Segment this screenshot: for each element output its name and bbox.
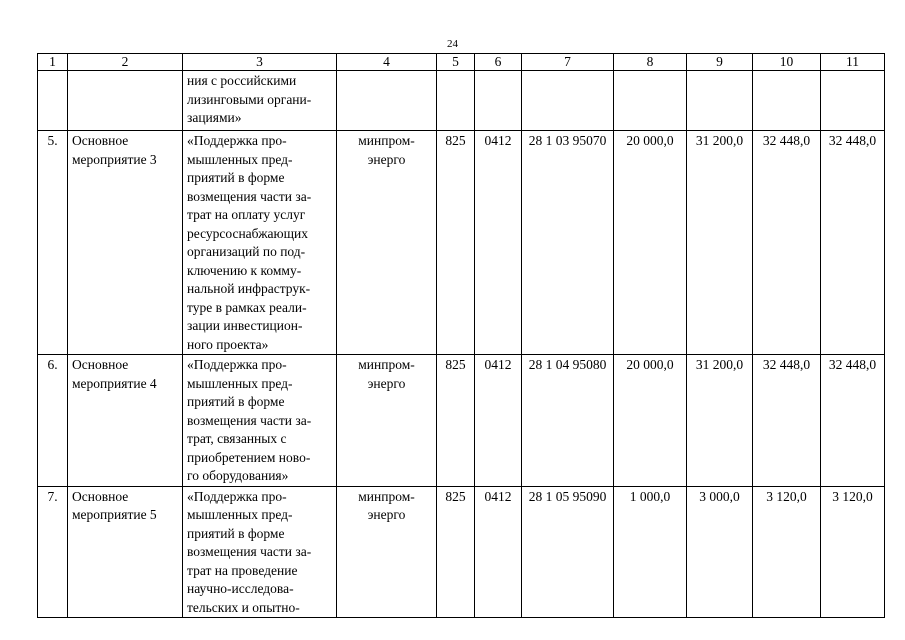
section-code: 0412 bbox=[475, 486, 522, 618]
row-number: 5. bbox=[38, 131, 68, 355]
amount-col-9: 3 000,0 bbox=[687, 486, 753, 618]
column-header-1: 1 bbox=[38, 54, 68, 71]
activity-name: Основное мероприятие 4 bbox=[68, 355, 183, 487]
amount-col-11: 32 448,0 bbox=[821, 131, 885, 355]
amount-col-8: 20 000,0 bbox=[614, 355, 687, 487]
column-header-5: 5 bbox=[437, 54, 475, 71]
column-header-10: 10 bbox=[753, 54, 821, 71]
activity-description: «Поддержка про- мышленных пред- приятий в форме возмещения части за- трат на проведение научно-исследова- тельских и опытно- bbox=[183, 486, 337, 618]
amount-col-9 bbox=[687, 71, 753, 131]
column-header-2: 2 bbox=[68, 54, 183, 71]
table-row bbox=[38, 486, 885, 618]
amount-col-9: 31 200,0 bbox=[687, 131, 753, 355]
target-article-code: 28 1 05 95090 bbox=[522, 486, 614, 618]
section-code: 0412 bbox=[475, 131, 522, 355]
amount-col-11: 32 448,0 bbox=[821, 355, 885, 487]
table-row bbox=[38, 355, 885, 487]
amount-col-10: 32 448,0 bbox=[753, 355, 821, 487]
activity-description: «Поддержка про- мышленных пред- приятий в форме возмещения части за- трат на оплату услуг ресурсоснабжающих организаций по под- ключению к комму- нальной инфраструк- туре в рамках реали- зации инвестицион- ного проекта» bbox=[183, 131, 337, 355]
page-number: 24 bbox=[447, 38, 458, 50]
amount-col-8: 20 000,0 bbox=[614, 131, 687, 355]
column-header-8: 8 bbox=[614, 54, 687, 71]
target-article-code: 28 1 04 95080 bbox=[522, 355, 614, 487]
activity-description: ния с российскими лизинговыми органи- зациями» bbox=[183, 71, 337, 131]
target-article-code bbox=[522, 71, 614, 131]
grbs-code: 825 bbox=[437, 131, 475, 355]
column-header-7: 7 bbox=[522, 54, 614, 71]
column-header-3: 3 bbox=[183, 54, 337, 71]
grbs-code: 825 bbox=[437, 486, 475, 618]
executor: минпром- энерго bbox=[337, 131, 437, 355]
row-number: 7. bbox=[38, 486, 68, 618]
executor: минпром- энерго bbox=[337, 486, 437, 618]
amount-col-10: 32 448,0 bbox=[753, 131, 821, 355]
amount-col-10 bbox=[753, 71, 821, 131]
activity-name bbox=[68, 71, 183, 131]
section-code: 0412 bbox=[475, 355, 522, 487]
section-code bbox=[475, 71, 522, 131]
activity-name: Основное мероприятие 3 bbox=[68, 131, 183, 355]
amount-col-11 bbox=[821, 71, 885, 131]
amount-col-8: 1 000,0 bbox=[614, 486, 687, 618]
activity-description: «Поддержка про- мышленных пред- приятий в форме возмещения части за- трат, связанных с приобретением ново- го оборудования» bbox=[183, 355, 337, 487]
activity-name: Основное мероприятие 5 bbox=[68, 486, 183, 618]
row-number: 6. bbox=[38, 355, 68, 487]
executor: минпром- энерго bbox=[337, 355, 437, 487]
amount-col-10: 3 120,0 bbox=[753, 486, 821, 618]
executor bbox=[337, 71, 437, 131]
grbs-code: 825 bbox=[437, 355, 475, 487]
column-header-9: 9 bbox=[687, 54, 753, 71]
amount-col-9: 31 200,0 bbox=[687, 355, 753, 487]
amount-col-8 bbox=[614, 71, 687, 131]
column-header-4: 4 bbox=[337, 54, 437, 71]
column-header-11: 11 bbox=[821, 54, 885, 71]
column-header-6: 6 bbox=[475, 54, 522, 71]
grbs-code bbox=[437, 71, 475, 131]
table-row bbox=[38, 131, 885, 355]
amount-col-11: 3 120,0 bbox=[821, 486, 885, 618]
column-number-row bbox=[38, 54, 885, 71]
table-row bbox=[38, 71, 885, 131]
program-activities-table bbox=[37, 53, 885, 618]
row-number bbox=[38, 71, 68, 131]
target-article-code: 28 1 03 95070 bbox=[522, 131, 614, 355]
